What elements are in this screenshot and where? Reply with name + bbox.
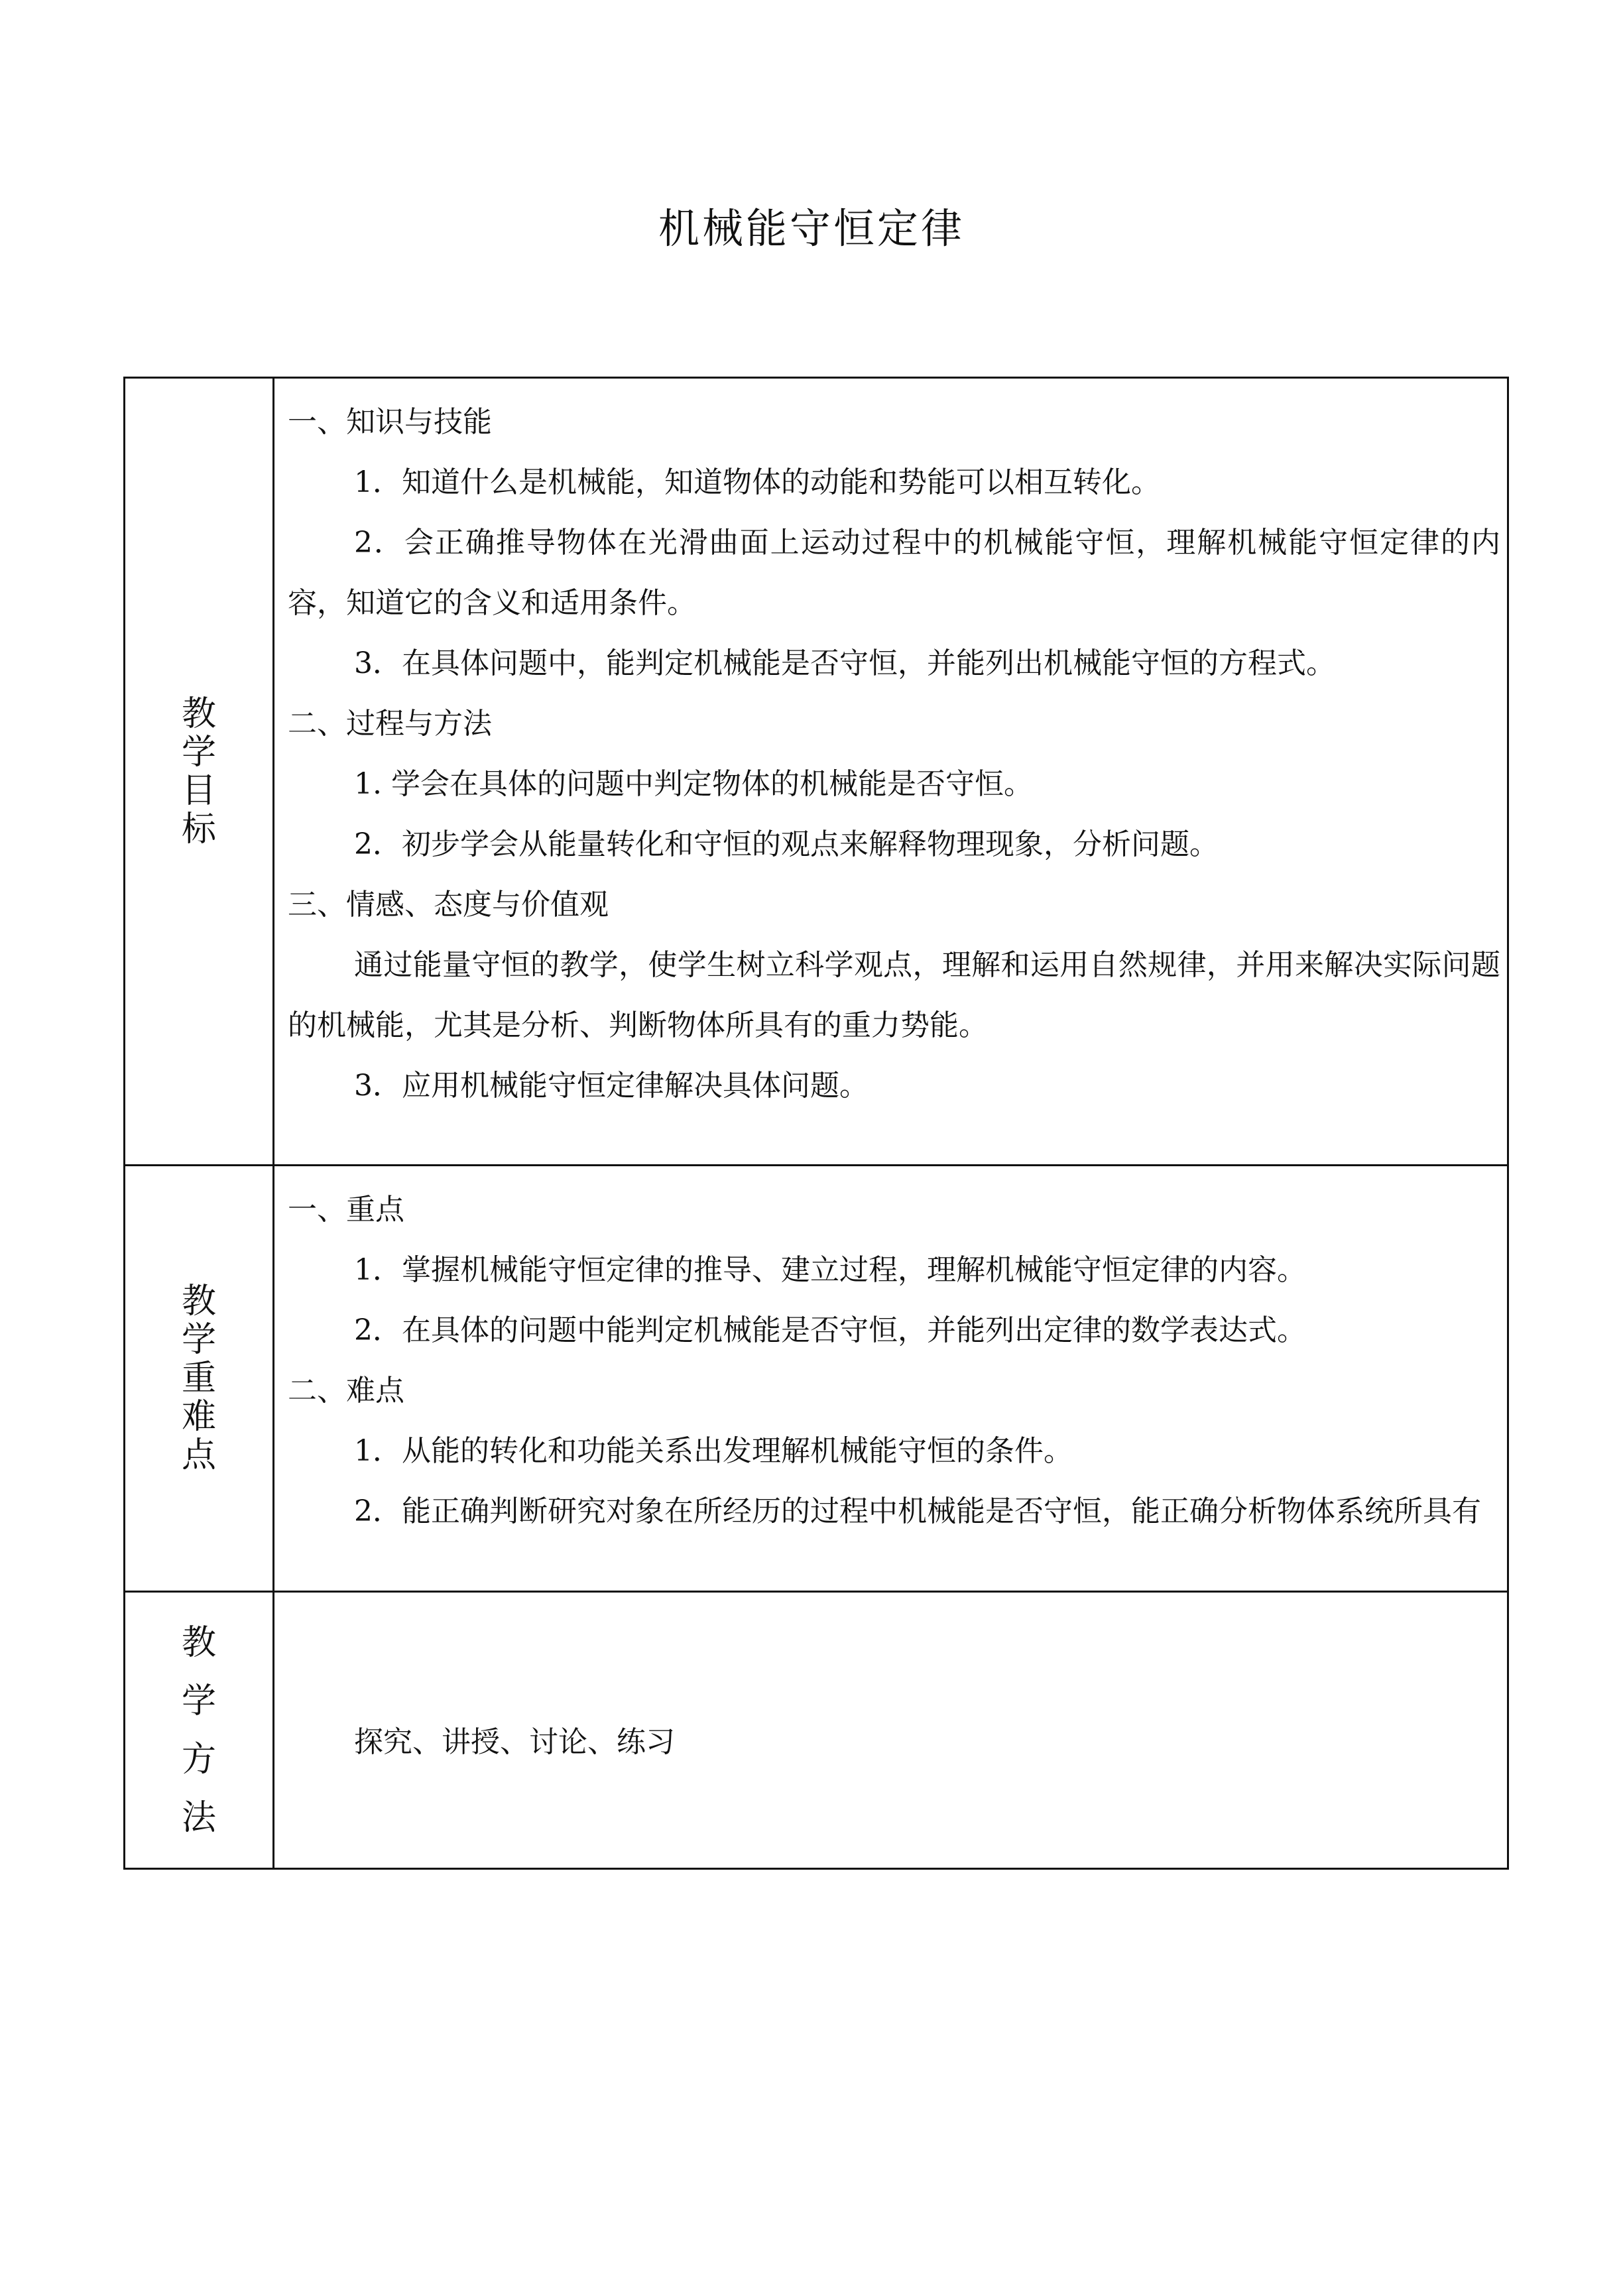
goals-item: 1. 学会在具体的问题中判定物体的机械能是否守恒。 bbox=[354, 767, 1033, 801]
goals-item: 2．初步学会从能量转化和守恒的观点来解释物理现象，分析问题。 bbox=[354, 827, 1219, 861]
goals-item: 2．会正确推导物体在光滑曲面上运动过程中的机械能守恒，理解机械能守恒定律的内容，知道它的含义和适用条件。 bbox=[288, 526, 1500, 620]
key-points-item: 1．从能的转化和功能关系出发理解机械能守恒的条件。 bbox=[354, 1434, 1073, 1468]
method-label-cell bbox=[125, 1592, 274, 1869]
method-content: 探究、讲授、讨论、练习 bbox=[354, 1725, 675, 1759]
key-points-label-cell bbox=[125, 1166, 274, 1592]
goals-label-cell bbox=[125, 378, 274, 1166]
key-points-item: 2．能正确判断研究对象在所经历的过程中机械能是否守恒，能正确分析物体系统所具有 bbox=[354, 1494, 1481, 1528]
lesson-plan-table bbox=[123, 377, 1509, 1870]
method-content-cell bbox=[274, 1592, 1508, 1869]
key-points-heading-focus: 一、重点 bbox=[288, 1193, 404, 1227]
key-points-heading-difficulty: 二、难点 bbox=[288, 1374, 404, 1408]
table-row-method bbox=[125, 1592, 1508, 1869]
table-row-key-points bbox=[125, 1166, 1508, 1592]
goals-heading-values: 三、情感、态度与价值观 bbox=[288, 888, 609, 922]
goals-paragraph: 通过能量守恒的教学，使学生树立科学观点，理解和运用自然规律，并用来解决实际问题的机械能，尤其是分析、判断物体所具有的重力势能。 bbox=[288, 948, 1500, 1042]
table-row-goals bbox=[125, 378, 1508, 1166]
key-points-content-cell bbox=[274, 1166, 1508, 1592]
goals-heading-process: 二、过程与方法 bbox=[288, 707, 492, 741]
goals-label: 教学目标 bbox=[181, 694, 216, 849]
goals-content-cell bbox=[274, 378, 1508, 1166]
goals-item: 3．在具体问题中，能判定机械能是否守恒，并能列出机械能守恒的方程式。 bbox=[354, 646, 1335, 680]
key-points-label: 教学重难点 bbox=[181, 1282, 216, 1475]
key-points-item: 2．在具体的问题中能判定机械能是否守恒，并能列出定律的数学表达式。 bbox=[354, 1313, 1306, 1347]
goals-heading-knowledge: 一、知识与技能 bbox=[288, 405, 492, 439]
goals-item: 3．应用机械能守恒定律解决具体问题。 bbox=[354, 1069, 869, 1103]
goals-item: 1．知道什么是机械能，知道物体的动能和势能可以相互转化。 bbox=[354, 465, 1160, 499]
document-title: 机械能守恒定律 bbox=[658, 204, 965, 253]
key-points-item: 1．掌握机械能守恒定律的推导、建立过程，理解机械能守恒定律的内容。 bbox=[354, 1253, 1306, 1287]
method-label: 教学方法 bbox=[181, 1622, 216, 1838]
